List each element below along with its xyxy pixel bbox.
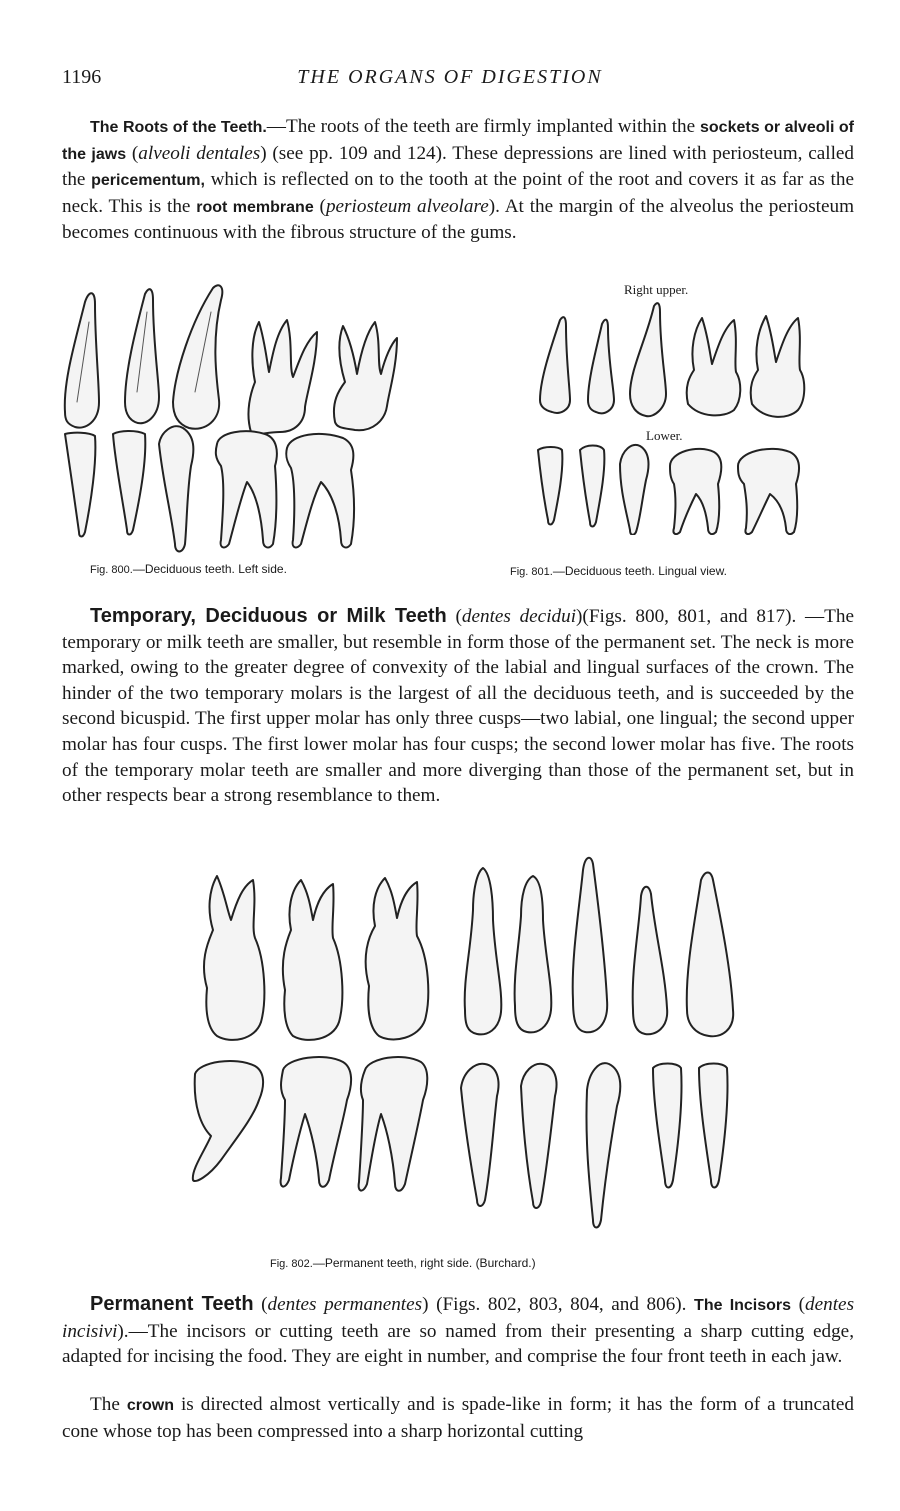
lower-incisor-tooth [538,447,562,525]
paragraph-permanent [62,1292,854,1370]
lower-molar-tooth [670,449,721,534]
roots-heading: The Roots of the Teeth. [90,119,267,136]
lower-incisor-tooth [699,1064,728,1188]
fig-801-caption-text: —Deciduous teeth. Lingual view. [552,564,727,578]
upper-incisor-tooth [588,320,614,414]
paragraph-roots [62,114,854,246]
temporary-text: ( [446,606,462,627]
fig-801-illustration [530,300,820,535]
lower-molar-tooth [193,1061,263,1181]
upper-incisor-tooth [633,887,668,1035]
roots-term-pericementum: pericementum, [91,172,205,190]
roots-term-sockets: sockets or alveoli of the jaws [62,119,854,163]
fig-802-caption-text: —Permanent teeth, right side. (Burchard.) [312,1256,536,1270]
permanent-text: ).—The incisors or cutting teeth are so named from their presenting a sharp cutting edge, adapted for incising the food. They are eight in number, and comprise the four front teeth in each jaw. [62,1320,854,1368]
crown-text: The [90,1394,127,1415]
roots-latin-term: alveoli dentales [138,142,261,164]
crown-term: crown [126,1397,174,1414]
lower-incisor-tooth [580,446,604,527]
fig-802-caption [270,1256,536,1270]
lower-molar-tooth [216,431,277,547]
roots-text: ( [313,195,326,217]
roots-text: ). At the margin of the alveolus the periosteum becomes continuous with the fibrous structure of the gums. [62,195,855,244]
temporary-text: )(Figs. 800, 801, and 817). —The temporary or milk teeth are smaller, but resemble in form those of the permanent set. The neck is more marked, owing to the greater degree of convexity of the labial and lingual surfaces of the crown. The hinder of the two temporary molars is the largest of all the deciduous teeth, and is succeeded by the second bicuspid. The first upper molar has only three cusps—two labial, one lingual; the second upper molar has four cusps. The first lower molar has four cusps; the second lower molar has five. The roots of the temporary molar teeth are smaller and more diverging than those of the permanent set, but in other respects bear a strong resemblance to them. [62,606,854,807]
upper-incisor-tooth [65,293,99,427]
fig-802-number: Fig. 802. [270,1258,313,1270]
upper-canine-tooth [125,289,159,423]
fig-800-caption [90,562,287,576]
temporary-latin-term: dentes decidui [461,606,577,627]
lower-canine-tooth [620,445,648,535]
roots-text: ( [126,142,139,164]
upper-canine-tooth [573,858,608,1033]
running-title: THE ORGANS OF DIGESTION [297,66,603,88]
lower-molar-tooth [281,1057,351,1187]
permanent-heading: Permanent Teeth [90,1293,254,1315]
permanent-text: ( [253,1294,268,1315]
upper-molar-tooth [334,322,397,430]
lower-premolar-tooth [521,1064,557,1208]
permanent-text: ) (Figs. 802, 803, 804, and 806). [422,1294,695,1315]
temporary-heading: Temporary, Deciduous or Milk Teeth [90,605,447,627]
roots-term-root-membrane: root membrane [196,198,314,216]
upper-molar-tooth [204,876,264,1040]
lower-incisor-tooth [65,433,95,537]
lower-molar-tooth [359,1057,428,1191]
fig-801-number: Fig. 801. [510,566,553,578]
lower-incisor-tooth [653,1064,682,1188]
upper-molar-tooth [751,316,805,417]
fig-802-illustration [165,850,745,1245]
upper-canine-tooth [630,303,666,416]
permanent-term-incisors: The Incisors [694,1297,792,1314]
lower-incisor-tooth [113,431,145,535]
upper-canine-tooth [173,285,222,428]
fig-801-label-lower: Lower. [646,428,683,443]
upper-premolar-tooth [465,868,502,1034]
permanent-latin-term: dentes incisivi [62,1294,855,1342]
lower-canine-tooth [159,426,193,551]
roots-text: which is reflected on to the tooth at the point of the root and covers it as far as the neck. This is the [62,169,854,217]
upper-molar-tooth [248,320,317,434]
upper-molar-tooth [283,880,343,1040]
upper-molar-tooth [687,318,741,415]
page-number: 1196 [62,66,102,88]
roots-latin-term: periosteum alveolare [325,195,489,217]
lower-molar-tooth [286,434,354,548]
paragraph-temporary [62,604,854,809]
roots-text: —The roots of the teeth are firmly implanted within the [266,116,700,137]
upper-molar-tooth [366,878,429,1039]
fig-800-illustration [55,282,400,557]
upper-incisor-tooth [687,873,733,1037]
lower-canine-tooth [586,1063,620,1227]
lower-premolar-tooth [461,1064,499,1206]
crown-text: is directed almost vertically and is spade-like in form; it has the form of a truncated cone whose top has been compressed into a sharp horizontal cutting [62,1394,854,1442]
roots-text: ) (see pp. 109 and 124). These depressions are lined with periosteum, called the [62,142,855,191]
permanent-text: ( [791,1294,806,1315]
fig-800-number: Fig. 800. [90,564,133,576]
upper-premolar-tooth [515,876,552,1032]
paragraph-crown [62,1392,854,1444]
lower-molar-tooth [738,449,799,534]
fig-801-label-upper: Right upper. [624,282,689,297]
upper-incisor-tooth [540,317,570,413]
permanent-latin-term: dentes permanentes [267,1294,423,1315]
fig-801-caption [510,564,727,578]
fig-800-caption-text: —Deciduous teeth. Left side. [132,562,287,576]
